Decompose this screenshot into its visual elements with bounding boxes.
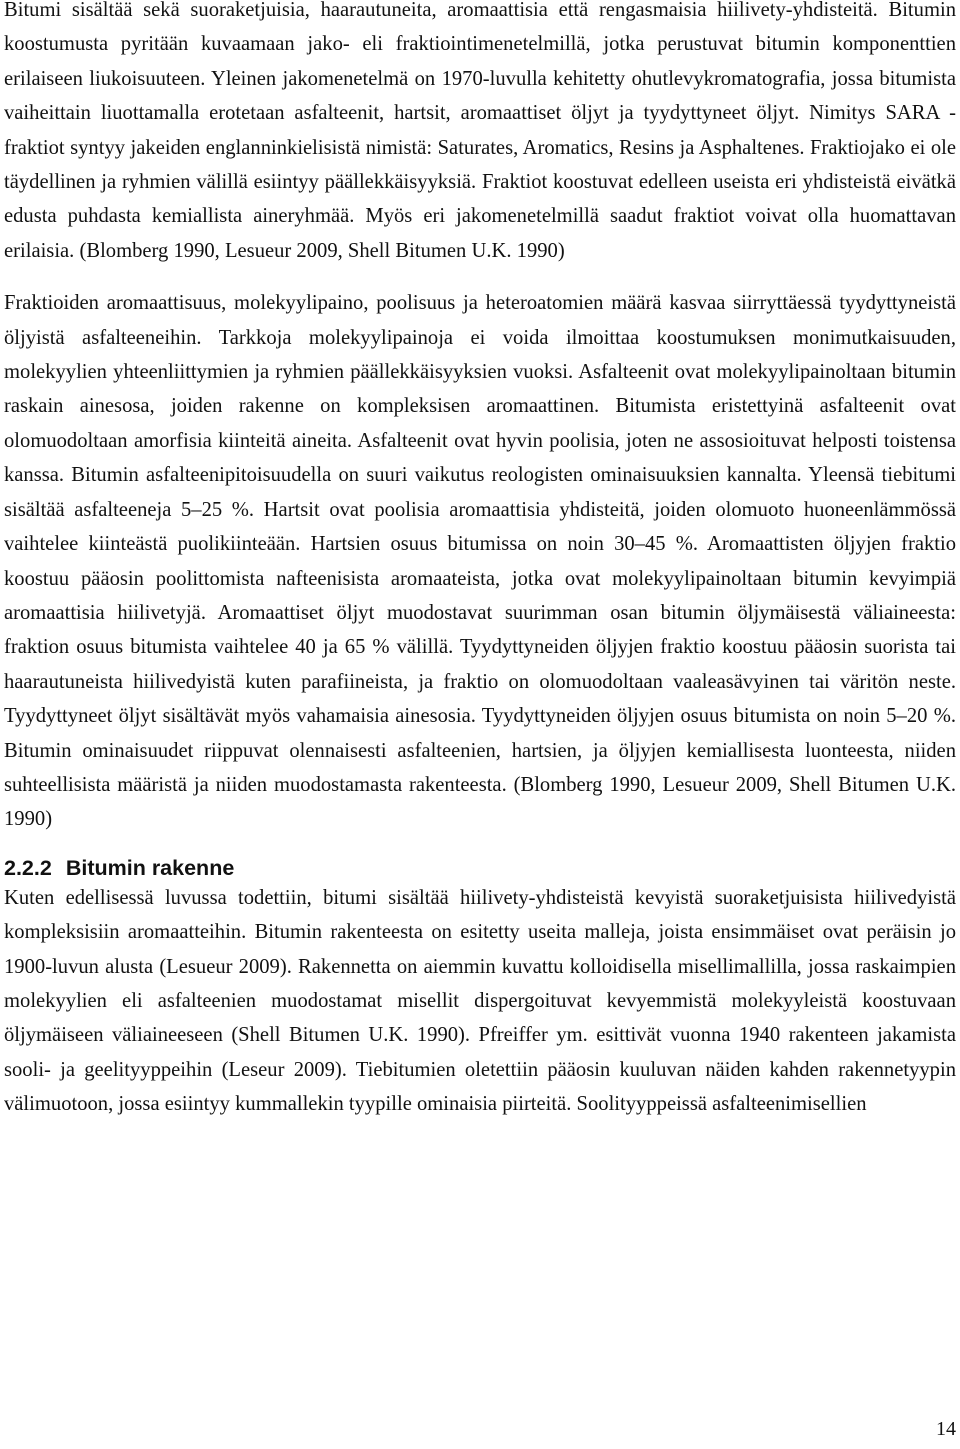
section-heading bbox=[4, 852, 956, 884]
section-title: Bitumin rakenne bbox=[65, 855, 235, 880]
page-number: 14 bbox=[936, 1418, 956, 1440]
paragraph-fraction-properties: Fraktioiden aromaattisuus, molekyylipaino, poolisuus ja heteroatomien määrä kasvaa siirryttäessä tyydyttyneistä öljyistä asfalteeneihin. Tarkkoja molekyylipainoja ei voida ilmoittaa koostumuksen monimutkaisuuden, molekyylien yhteenliittymien ja ryhmien päällekkäisyyksien vuoksi. Asfalteenit ovat molekyylipainoltaan bitumin raskain ainesosa, joiden rakenne on kompleksisen aromaattinen. Bitumista eristettyinä asfalteenit ovat olomuodoltaan amorfisia kiinteitä aineita. Asfalteenit ovat hyvin poolisia, joten ne assosioituvat helposti toistensa kanssa. Bitumin asfalteenipitoisuudella on suuri vaikutus reologisten ominaisuuksien kannalta. Yleensä tiebitumi sisältää asfalteeneja 5–25 %. Hartsit ovat poolisia aromaattisia yhdisteitä, joiden olomuoto huoneenlämmössä vaihtelee kiinteästä puolikiinteään. Hartsien osuus bitumissa on noin 30–45 %. Aromaattisten öljyjen fraktio koostuu pääosin poolittomista nafteenisista aromaateista, jotka ovat molekyylipainoltaan bitumin kevyimpiä aromaattisia hiilivetyjä. Aromaattiset öljyt muodostavat suurimman osan bitumin öljymäisestä väliaineesta: fraktion osuus bitumista vaihtelee 40 ja 65 % välillä. Tyydyttyneiden öljyjen fraktio koostuu pääosin suorista tai haarautuneista hiilivedyistä kuten parafiineista, ja fraktio on olomuodoltaan vaaleasävyinen tai väritön neste. Tyydyttyneet öljyt sisältävät myös vahamaisia ainesosia. Tyydyttyneiden öljyjen osuus bitumista on noin 5–20 %. Bitumin ominaisuudet riippuvat olennaisesti asfalteenien, hartsien, ja öljyjen kemiallisesta luonteesta, niiden suhteellisista määristä ja niiden muodostamasta rakenteesta. (Blomberg 1990, Lesueur 2009, Shell Bitumen U.K. 1990) bbox=[4, 292, 956, 831]
paragraph-bitumen-structure: Kuten edellisessä luvussa todettiin, bitumi sisältää hiilivety-yhdisteistä kevyistä suoraketjuisista hiilivedyistä kompleksisiin aromaatteihin. Bitumin rakenteesta on esitetty useita malleja, joista ensimmäiset ovat peräisin jo 1900-luvun alusta (Lesueur 2009). Rakennetta on aiemmin kuvattu kolloidisella misellimallilla, jossa raskaimpien molekyylien eli asfalteenien muodostamat misellit dispergoituvat kevyemmistä molekyyleistä koostuvaan öljymäiseen väliaineeseen (Shell Bitumen U.K. 1990). Pfreiffer ym. esittivät vuonna 1940 rakenteen jakamista sooli- ja geelityyppeihin (Leseur 2009). Tiebitumien oletettiin pääosin kuuluvan näiden kahden rakennetyypin välimuotoon, jossa esiintyy kummallekin tyypille ominaisia piirteitä. Soolityyppeissä asfalteenimisellien bbox=[4, 886, 956, 1116]
document-page bbox=[4, 0, 956, 1122]
section-number: 2.2.2 bbox=[4, 855, 52, 880]
paragraph-fractionation: Bitumi sisältää sekä suoraketjuisia, haarautuneita, aromaattisia että rengasmaisia hiilivety-yhdisteitä. Bitumin koostumusta pyritään kuvaamaan jako- eli fraktiointimenetelmillä, jotka perustuvat bitumin komponenttien erilaiseen liukoisuuteen. Yleinen jakomenetelmä on 1970-luvulla kehitetty ohutlevykromatografia, jossa bitumista vaiheittain liuottamalla erotetaan asfalteenit, hartsit, aromaattiset öljyt ja tyydyttyneet öljyt. Nimitys SARA -fraktiot syntyy jakeiden englanninkielisistä nimistä: Saturates, Aromatics, Resins ja Asphaltenes. Fraktiojako ei ole täydellinen ja ryhmien välillä esiintyy päällekkäisyyksiä. Fraktiot koostuvat edelleen useista eri yhdisteistä eivätkä edusta puhdasta kemiallista aineryhmää. Myös eri jakomenetelmillä saadut fraktiot voivat olla huomattavan erilaisia. (Blomberg 1990, Lesueur 2009, Shell Bitumen U.K. 1990) bbox=[4, 0, 956, 262]
